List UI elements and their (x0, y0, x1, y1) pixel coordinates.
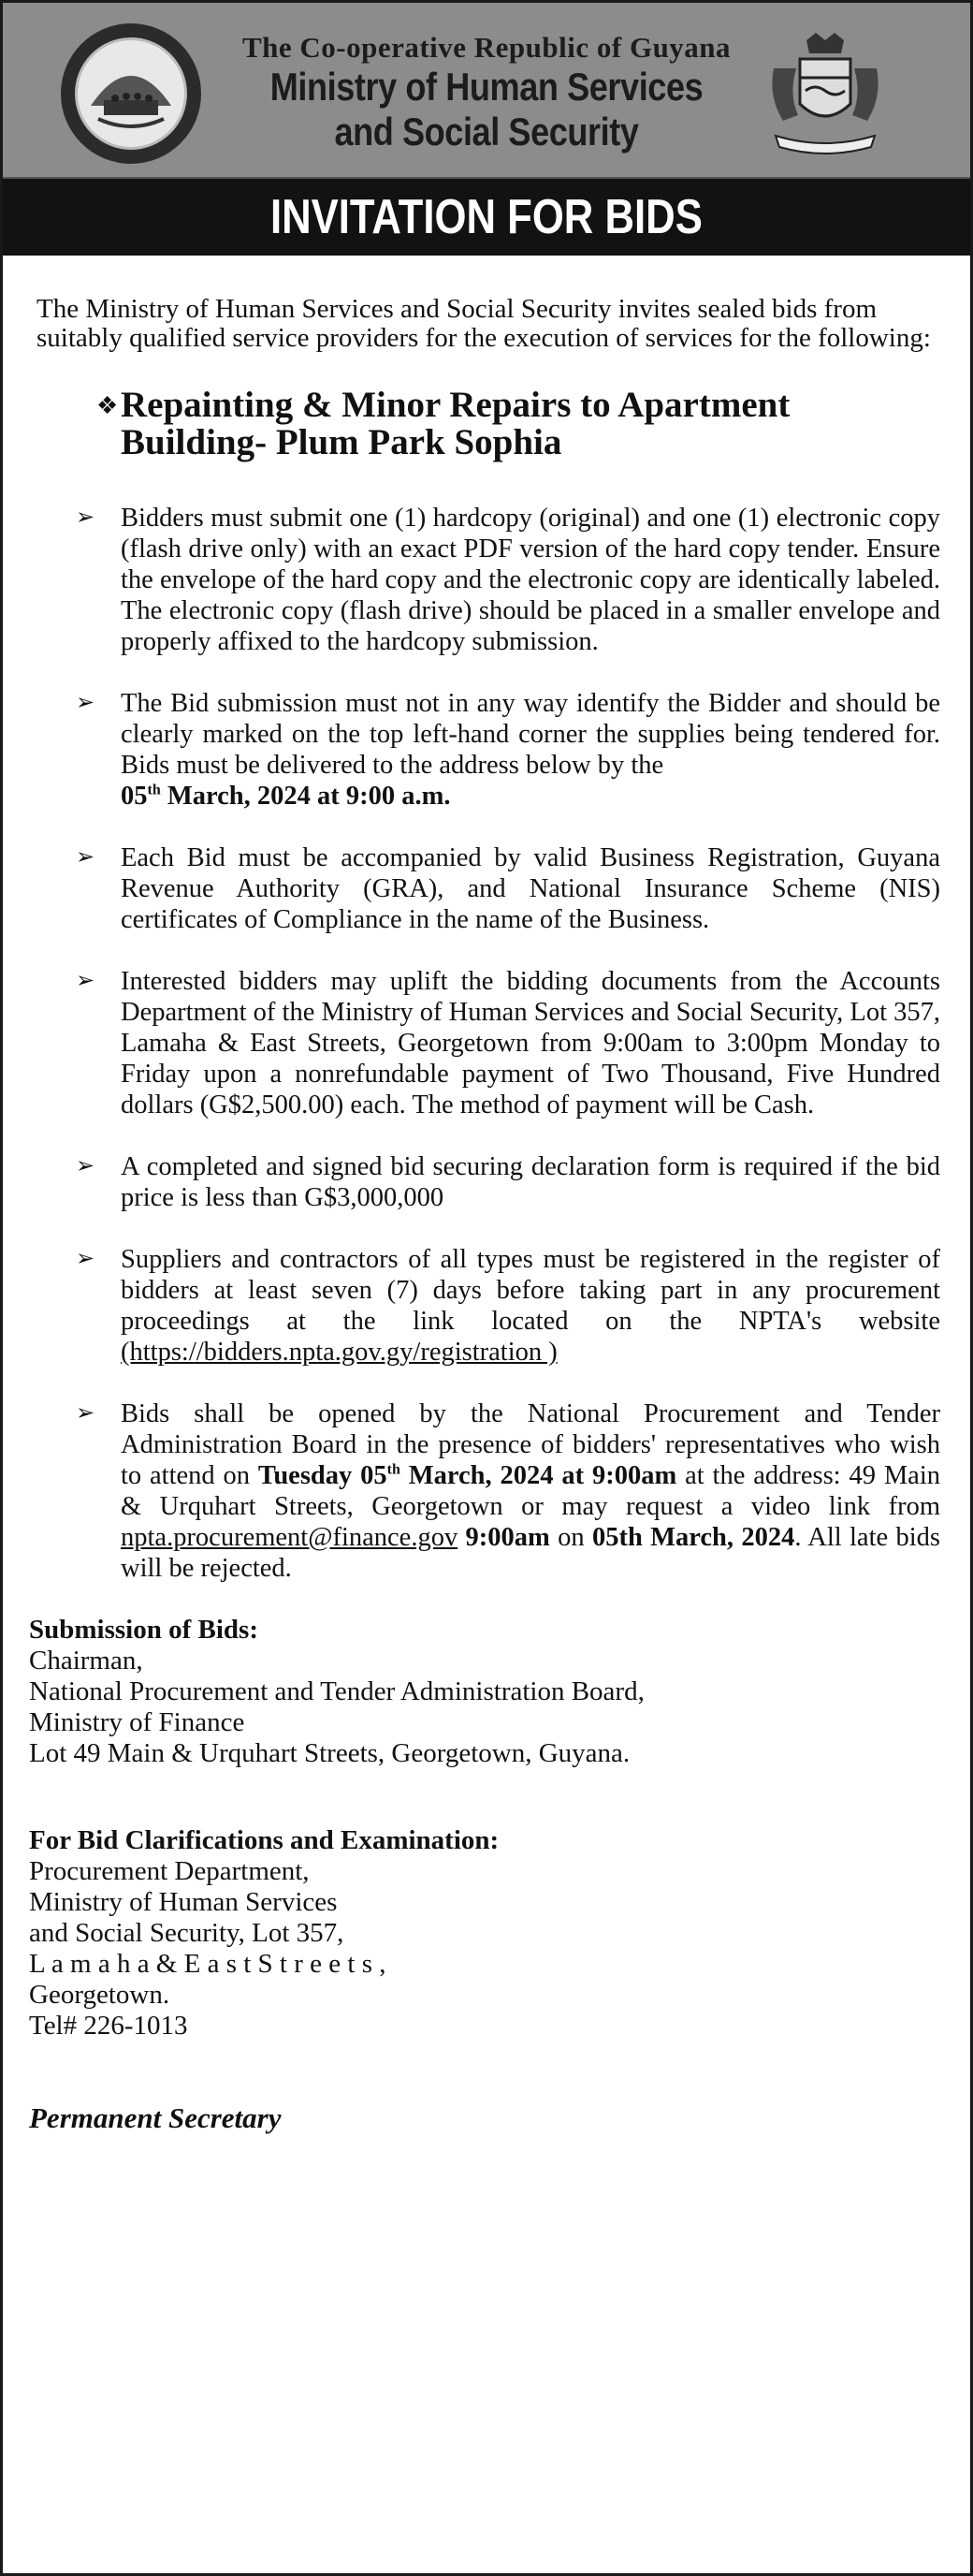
on-word: on (549, 1523, 592, 1552)
bullet-text: Bidders must submit one (1) hardcopy (original) and one (1) electronic copy (flash drive only) with an exact PDF version of the hard copy tender. Ensure the envelope of the hard copy and the electronic copy are identically labeled. The electronic copy (flash drive) should be placed in a smaller envelope and properly affixed to the hardcopy submission. (121, 504, 940, 656)
coat-of-arms-icon (755, 31, 895, 162)
deadline-period: . (443, 782, 451, 811)
arrow-bullet-icon: ➢ (76, 1401, 95, 1426)
list-item (29, 503, 944, 657)
ministry-name-line1: Ministry of Human Services (269, 65, 704, 109)
notice-title: INVITATION FOR BIDS (270, 190, 703, 244)
opening-day-suffix: th (386, 1461, 400, 1478)
signatory-title: Permanent Secretary (29, 2101, 282, 2134)
bullet-text: Each Bid must be accompanied by valid Business Registration, Guyana Revenue Authority (GRA), and National Insurance Scheme (NIS) certificates of Compliance in the name of the Business. (121, 843, 940, 934)
country-name: The Co-operative Republic of Guyana (241, 31, 732, 64)
deadline-date: March, 2024 at 9:00 a.m (167, 782, 444, 811)
late-bids-note: . All late bids will be rejected. (121, 1523, 940, 1583)
intro-paragraph: The Ministry of Human Services and Social Security invites sealed bids from suitably qualified service providers for the execution of services for the following: (36, 294, 931, 353)
video-link-time: 9:00am (465, 1523, 550, 1552)
arrow-bullet-icon: ➢ (76, 969, 95, 993)
bullet-text: A completed and signed bid securing declaration form is required if the bid price is less than G$3,000,000 (121, 1152, 940, 1212)
list-item (29, 688, 944, 812)
arrow-bullet-icon: ➢ (76, 691, 95, 715)
opening-day: Tuesday 05 (257, 1461, 387, 1490)
list-item (29, 842, 944, 935)
address-line: National Procurement and Tender Administration Board, (29, 1676, 645, 1706)
opening-date: March, 2024 at 9:00am (399, 1461, 677, 1490)
header (3, 3, 970, 179)
opening-address: at the address: 49 Main & Urquhart Streets, Georgetown or may request a video link from (121, 1461, 940, 1521)
requirements-list (29, 503, 944, 1584)
deadline-suffix: th (147, 782, 161, 798)
bullet-text: Suppliers and contractors of all types must be registered in the register of bidders at least seven (7) days before taking part in any procurement proceedings at the link located on the NPTA's website (121, 1245, 940, 1336)
list-item (29, 966, 944, 1120)
address-line: Ministry of Finance (29, 1707, 245, 1737)
bullet-text: Interested bidders may uplift the bidding documents from the Accounts Department of the Ministry of Human Services and Social Security, Lot 357, Lamaha & East Streets, Georgetown from 9:00am to 3:00pm Monday to Friday upon a nonrefundable payment of Two Thousand, Five Hundred dollars (G$2,500.00) each. The method of payment will be Cash. (121, 967, 940, 1120)
title-banner (3, 179, 970, 256)
bullet-text: The Bid submission must not in any way identify the Bidder and should be clearly marked on the top left-hand corner the supplies being tendered for. Bids must be delivered to the address below by the (121, 689, 940, 780)
address-line: Chairman, (29, 1646, 143, 1676)
contact-line: Ministry of Human Services (29, 1887, 338, 1917)
list-item (29, 1398, 944, 1584)
address-line: Lot 49 Main & Urquhart Streets, Georgetown, Guyana. (29, 1738, 631, 1768)
procurement-email-link[interactable]: npta.procurement@finance.gov (121, 1523, 458, 1552)
deadline-day: 05 (121, 782, 148, 811)
video-link-date: 05th March, 2024 (591, 1523, 795, 1552)
arrow-bullet-icon: ➢ (76, 1154, 95, 1178)
contact-line: Procurement Department, (29, 1856, 310, 1886)
list-item (29, 1151, 944, 1213)
registration-link[interactable]: (https://bidders.npta.gov.gy/registration ) (121, 1338, 558, 1367)
contact-phone: Tel# 226-1013 (29, 2011, 188, 2041)
contact-line: L a m a h a & E a s t S t r e e t s , (29, 1949, 386, 1979)
notice-body (3, 256, 970, 2135)
contact-line: and Social Security, Lot 357, (29, 1918, 344, 1948)
clarification-contact (29, 1825, 944, 2042)
contact-line: Georgetown. (29, 1980, 170, 2010)
project-title-line2: Building- Plum Park Sophia (121, 422, 562, 462)
clarification-heading: For Bid Clarifications and Examination: (29, 1825, 500, 1855)
arrow-bullet-icon: ➢ (76, 1247, 95, 1271)
list-item (29, 1244, 944, 1368)
submission-heading: Submission of Bids: (29, 1615, 258, 1645)
submission-address (29, 1615, 944, 1769)
project-heading (96, 387, 944, 461)
project-title-line1: Repainting & Minor Repairs to Apartment (121, 385, 791, 425)
diamond-bullet-icon: ❖ (96, 392, 119, 419)
ministry-name-line2: and Social Security (334, 110, 639, 154)
arrow-bullet-icon: ➢ (76, 505, 95, 530)
arrow-bullet-icon: ➢ (76, 845, 95, 870)
bullet-text: Bids shall be opened by the National Procurement and Tender Administration Board in the presence of bidders' representatives who wish to attend on (121, 1399, 940, 1490)
